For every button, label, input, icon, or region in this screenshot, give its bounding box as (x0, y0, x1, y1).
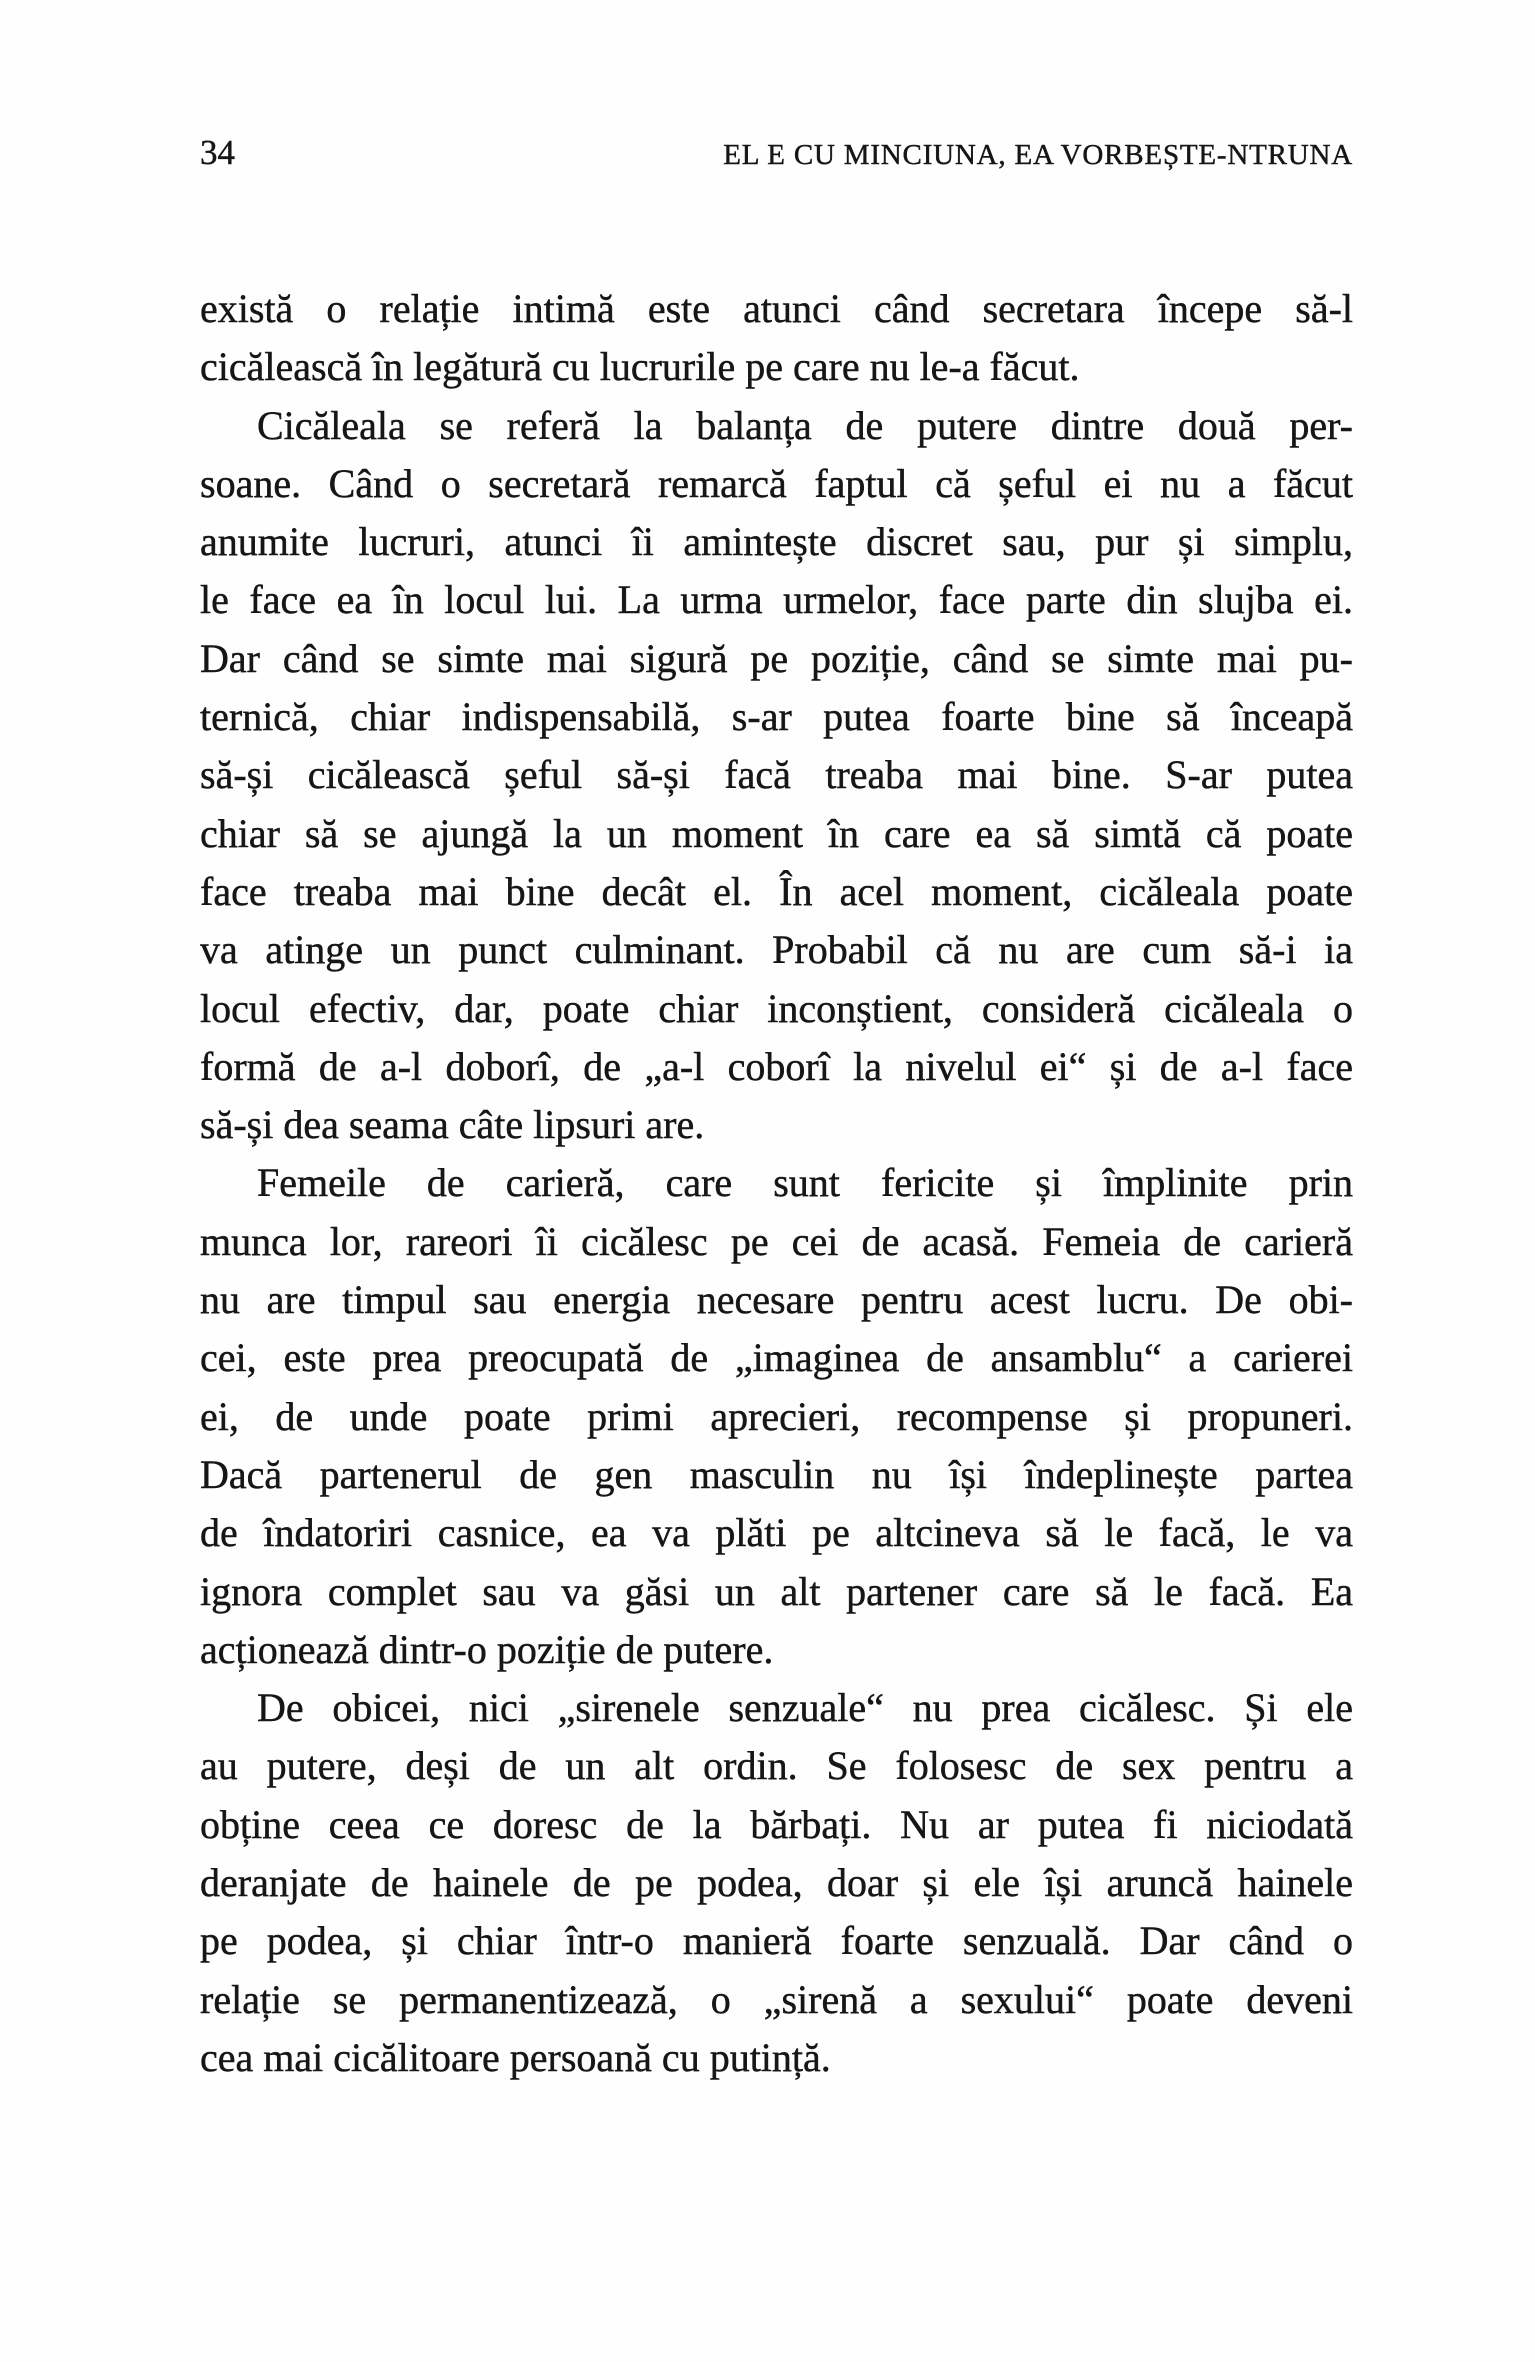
text-line: acționează dintr-o poziție de putere. (200, 1626, 774, 1672)
body-text (200, 280, 1353, 2087)
text-block (200, 132, 1353, 2087)
text-line: cea mai cicălitoare persoană cu putință. (200, 2034, 831, 2080)
text-line: soane. Când o secretară remarcă faptul că șeful ei nu a făcut (200, 460, 1353, 506)
text-line: să-și cicălească șeful să-și facă treaba mai bine. S-ar putea (200, 752, 1353, 798)
text-line: Dar când se simte mai sigură pe poziție, când se simte mai pu- (200, 635, 1353, 681)
text-line: ternică, chiar indispensabilă, s-ar putea foarte bine să înceapă (200, 694, 1353, 740)
text-line: cicălească în legătură cu lucrurile pe care nu le-a făcut. (200, 344, 1080, 390)
text-line: ignora complet sau va găsi un alt partener care să le facă. Ea (200, 1568, 1353, 1614)
text-line: Dacă partenerul de gen masculin nu își îndeplinește partea (200, 1451, 1353, 1497)
text-line: De obicei, nici „sirenele senzuale“ nu prea cicălesc. Și ele (257, 1685, 1353, 1731)
text-line: relație se permanentizează, o „sirenă a sexului“ poate deveni (200, 1976, 1353, 2022)
running-title: EL E CU MINCIUNA, EA VORBEȘTE-NTRUNA (723, 139, 1353, 171)
text-line: obține ceea ce doresc de la bărbați. Nu ar putea fi niciodată (200, 1801, 1353, 1847)
text-line: locul efectiv, dar, poate chiar inconștient, consideră cicăleala o (200, 985, 1353, 1031)
text-line: va atinge un punct culminant. Probabil că nu are cum să-i ia (200, 927, 1353, 973)
text-line: au putere, deși de un alt ordin. Se folosesc de sex pentru a (200, 1743, 1353, 1789)
text-line: Cicăleala se referă la balanța de putere dintre două per- (257, 402, 1353, 448)
text-line: pe podea, și chiar într-o manieră foarte senzuală. Dar când o (200, 1918, 1353, 1964)
text-line: ei, de unde poate primi aprecieri, recompense și propuneri. (200, 1393, 1353, 1439)
text-line: anumite lucruri, atunci îi amintește discret sau, pur și simplu, (200, 519, 1353, 565)
text-line: nu are timpul sau energia necesare pentru acest lucru. De obi- (200, 1277, 1353, 1323)
text-line: munca lor, rareori îi cicălesc pe cei de acasă. Femeia de carieră (200, 1218, 1353, 1264)
text-line: Femeile de carieră, care sunt fericite și împlinite prin (257, 1160, 1353, 1206)
text-line: formă de a-l doborî, de „a-l coborî la nivelul ei“ și de a-l face (200, 1043, 1353, 1089)
page-number: 34 (200, 133, 235, 172)
text-line: există o relație intimă este atunci când secretara începe să-l (200, 286, 1353, 331)
text-line: face treaba mai bine decât el. În acel moment, cicăleala poate (200, 868, 1353, 914)
running-head (200, 132, 1353, 174)
text-line: chiar să se ajungă la un moment în care ea să simtă că poate (200, 810, 1353, 856)
text-line: deranjate de hainele de pe podea, doar și ele își aruncă hainele (200, 1860, 1353, 1906)
text-line: să-și dea seama câte lipsuri are. (200, 1102, 705, 1148)
text-line: le face ea în locul lui. La urma urmelor, face parte din slujba ei. (200, 577, 1353, 623)
text-line: de îndatoriri casnice, ea va plăti pe altcineva să le facă, le va (200, 1510, 1353, 1556)
text-line: cei, este prea preocupată de „imaginea de ansamblu“ a carierei (200, 1335, 1353, 1381)
